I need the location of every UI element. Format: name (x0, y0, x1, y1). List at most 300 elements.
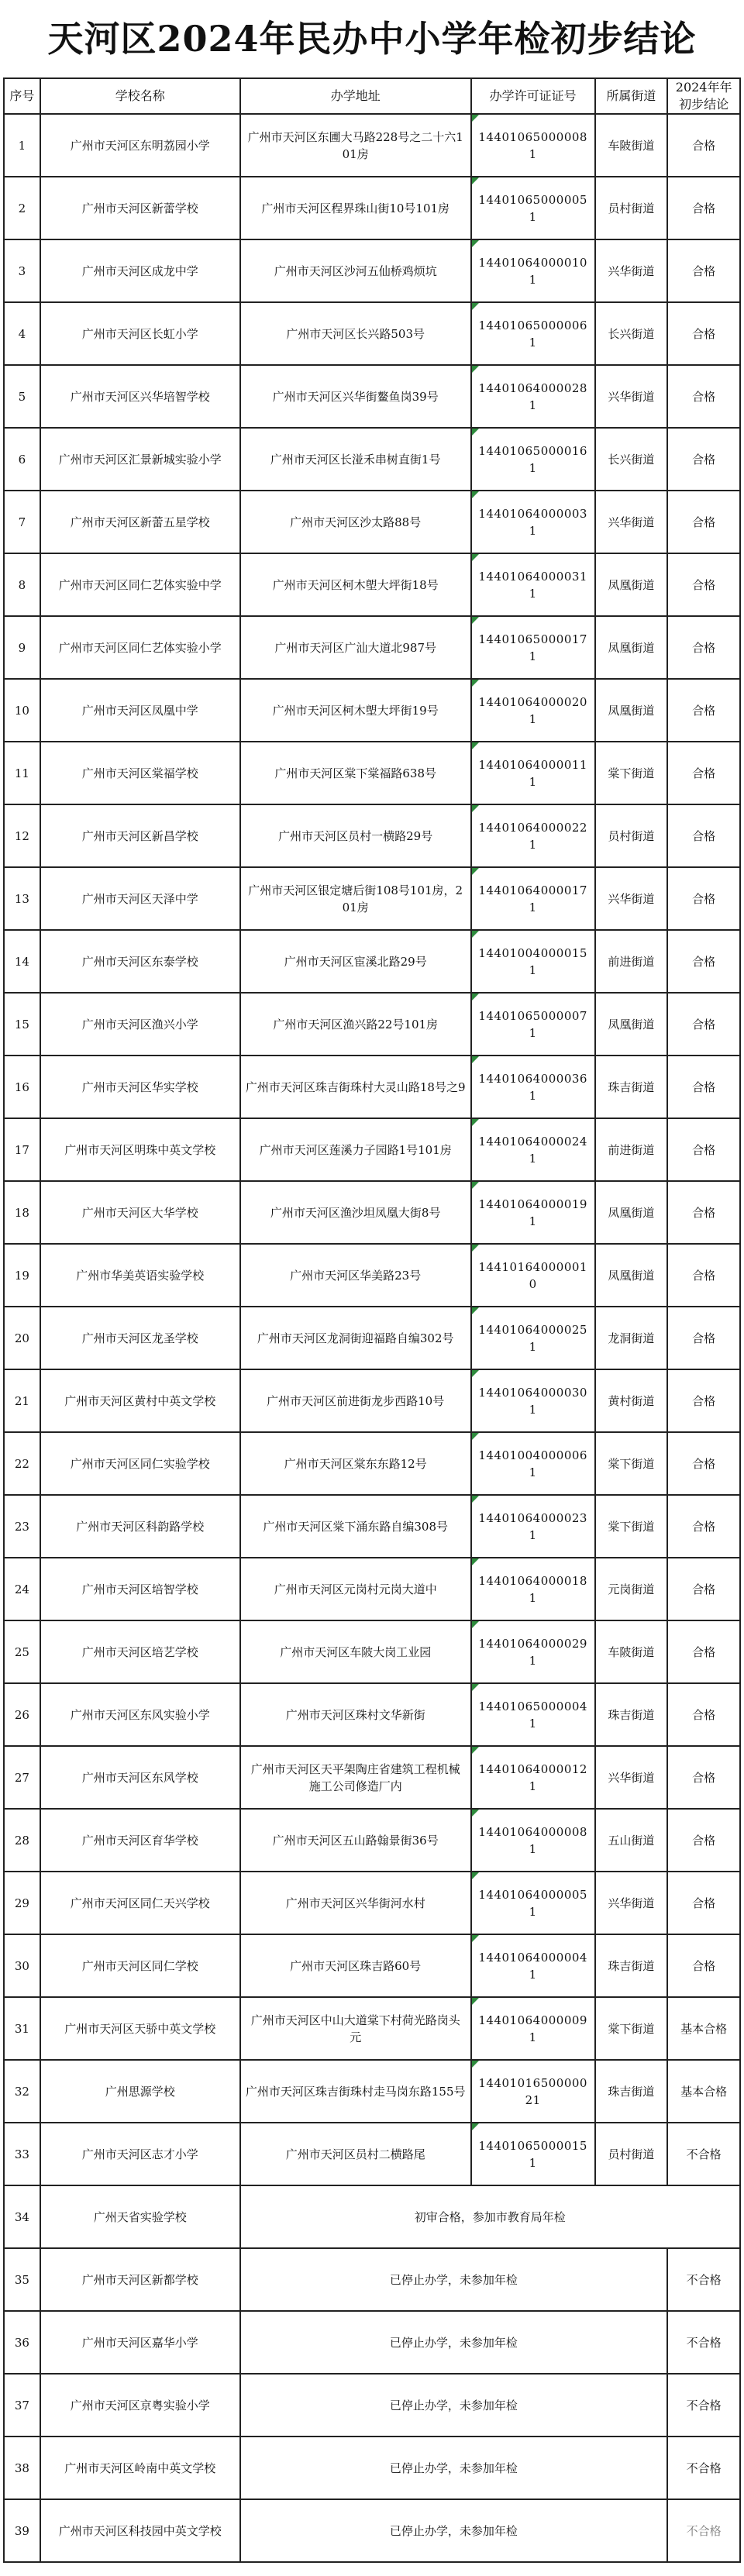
school-address: 广州市天河区莲溪力子园路1号101房 (240, 1118, 471, 1181)
header-row (4, 78, 740, 114)
school-name: 广州市天河区渔兴小学 (40, 993, 240, 1056)
school-address: 广州市天河区车陂大岗工业园 (240, 1620, 471, 1683)
school-address: 广州市天河区渔沙坦凤凰大街8号 (240, 1181, 471, 1244)
street-name: 凤凰街道 (595, 993, 668, 1056)
license-text: 144010640000221 (478, 820, 587, 852)
header-no: 序号 (4, 78, 40, 114)
street-name: 珠吉街道 (595, 1683, 668, 1746)
table-row (4, 1683, 740, 1746)
school-name: 广州市天河区华实学校 (40, 1056, 240, 1118)
row-no: 35 (4, 2248, 40, 2311)
street-name: 兴华街道 (595, 1746, 668, 1809)
license-number (471, 1118, 595, 1181)
inspection-result: 合格 (667, 1181, 740, 1244)
school-address: 广州市天河区广汕大道北987号 (240, 616, 471, 679)
street-name: 车陂街道 (595, 1620, 668, 1683)
school-name: 广州市天河区岭南中英文学校 (40, 2437, 240, 2499)
inspection-result: 合格 (667, 1432, 740, 1495)
inspection-result: 不合格 (667, 2437, 740, 2499)
table-body (4, 114, 740, 2562)
school-name: 广州市天河区嘉华小学 (40, 2311, 240, 2374)
street-name: 车陂街道 (595, 114, 668, 177)
row-note: 已停止办学，未参加年检 (240, 2374, 668, 2437)
street-name: 黄村街道 (595, 1369, 668, 1432)
row-no: 27 (4, 1746, 40, 1809)
inspection-result: 合格 (667, 302, 740, 365)
row-no: 37 (4, 2374, 40, 2437)
school-address: 广州市天河区程界珠山街10号101房 (240, 177, 471, 239)
school-name: 广州市天河区东风学校 (40, 1746, 240, 1809)
school-address: 广州市天河区长湴禾串树直街1号 (240, 428, 471, 491)
row-no: 20 (4, 1307, 40, 1369)
inspection-result: 合格 (667, 1118, 740, 1181)
school-name: 广州市天河区天骄中英文学校 (40, 1997, 240, 2060)
school-name: 广州市天河区棠福学校 (40, 742, 240, 804)
cell-flag-icon (472, 868, 479, 875)
street-name: 兴华街道 (595, 1872, 668, 1934)
license-text: 144010640000361 (478, 1071, 587, 1103)
school-address: 广州市天河区员村一横路29号 (240, 804, 471, 867)
school-address: 广州市天河区柯木塱大坪街18号 (240, 553, 471, 616)
license-text: 144101640000010 (478, 1259, 587, 1291)
inspection-result: 合格 (667, 804, 740, 867)
row-no: 33 (4, 2123, 40, 2185)
cell-flag-icon (472, 1496, 479, 1503)
license-number (471, 491, 595, 553)
license-number (471, 1746, 595, 1809)
cell-flag-icon (472, 177, 479, 184)
school-address: 广州市天河区兴华街河水村 (240, 1872, 471, 1934)
cell-flag-icon (472, 1433, 479, 1440)
row-no: 36 (4, 2311, 40, 2374)
license-number (471, 365, 595, 428)
header-street: 所属街道 (595, 78, 668, 114)
cell-flag-icon (472, 931, 479, 938)
inspection-result: 合格 (667, 742, 740, 804)
inspection-result: 不合格 (667, 2374, 740, 2437)
school-address: 广州市天河区珠吉街珠村走马岗东路155号 (240, 2060, 471, 2123)
inspection-result: 合格 (667, 1244, 740, 1307)
school-address: 广州市天河区员村二横路尾 (240, 2123, 471, 2185)
row-no: 21 (4, 1369, 40, 1432)
inspection-result: 合格 (667, 365, 740, 428)
cell-flag-icon (472, 366, 479, 373)
street-name: 龙洞街道 (595, 1307, 668, 1369)
school-address: 广州市天河区兴华街鳌鱼岗39号 (240, 365, 471, 428)
row-no: 3 (4, 239, 40, 302)
inspection-result: 合格 (667, 1746, 740, 1809)
row-note: 已停止办学，未参加年检 (240, 2248, 668, 2311)
table-row (4, 1620, 740, 1683)
row-no: 13 (4, 867, 40, 930)
row-no: 5 (4, 365, 40, 428)
school-address: 广州市天河区长兴路503号 (240, 302, 471, 365)
license-number (471, 993, 595, 1056)
cell-flag-icon (472, 994, 479, 1000)
license-number (471, 239, 595, 302)
street-name: 元岗街道 (595, 1558, 668, 1620)
license-text: 144010040000151 (478, 945, 587, 977)
school-address: 广州市天河区沙河五仙桥鸡烦坑 (240, 239, 471, 302)
table-row (4, 428, 740, 491)
license-text: 144010640000111 (478, 757, 587, 789)
license-number (471, 1620, 595, 1683)
table-row (4, 1997, 740, 2060)
row-note: 初审合格，参加市教育局年检 (240, 2185, 740, 2248)
license-text: 1440101650000021 (478, 2075, 587, 2107)
table-row (4, 616, 740, 679)
license-number (471, 1495, 595, 1558)
license-number (471, 742, 595, 804)
table-row (4, 2499, 740, 2562)
table-row (4, 1056, 740, 1118)
school-name: 广州市天河区同仁学校 (40, 1934, 240, 1997)
inspection-result: 合格 (667, 1872, 740, 1934)
inspection-result: 合格 (667, 239, 740, 302)
inspection-result: 合格 (667, 1056, 740, 1118)
school-address: 广州市天河区渔兴路22号101房 (240, 993, 471, 1056)
table-row (4, 2248, 740, 2311)
inspection-result: 不合格 (667, 2248, 740, 2311)
row-note: 已停止办学，未参加年检 (240, 2499, 668, 2562)
street-name: 凤凰街道 (595, 679, 668, 742)
cell-flag-icon (472, 742, 479, 749)
school-name: 广州市天河区新蕾五星学校 (40, 491, 240, 553)
table-row (4, 2185, 740, 2248)
cell-flag-icon (472, 1872, 479, 1879)
inspection-result: 基本合格 (667, 2060, 740, 2123)
street-name: 珠吉街道 (595, 1934, 668, 1997)
license-text: 144010650000161 (478, 443, 587, 475)
row-no: 6 (4, 428, 40, 491)
street-name: 凤凰街道 (595, 1244, 668, 1307)
school-name: 广州市天河区同仁天兴学校 (40, 1872, 240, 1934)
table-row (4, 1244, 740, 1307)
license-text: 144010650000061 (478, 318, 587, 350)
inspection-result: 合格 (667, 1495, 740, 1558)
license-number (471, 428, 595, 491)
cell-flag-icon (472, 429, 479, 436)
row-no: 23 (4, 1495, 40, 1558)
school-name: 广州天省实验学校 (40, 2185, 240, 2248)
row-no: 12 (4, 804, 40, 867)
license-number (471, 930, 595, 993)
cell-flag-icon (472, 1370, 479, 1377)
license-number (471, 1369, 595, 1432)
school-name: 广州市天河区科韵路学校 (40, 1495, 240, 1558)
inspection-result: 合格 (667, 1934, 740, 1997)
table-row (4, 1558, 740, 1620)
license-number (471, 2060, 595, 2123)
school-address: 广州市天河区棠下棠福路638号 (240, 742, 471, 804)
inspection-result: 合格 (667, 616, 740, 679)
cell-flag-icon (472, 1056, 479, 1063)
row-no: 31 (4, 1997, 40, 2060)
school-address: 广州市天河区柯木塱大坪街19号 (240, 679, 471, 742)
license-text: 144010640000181 (478, 1573, 587, 1605)
school-address: 广州市天河区银定塘后街108号101房，201房 (240, 867, 471, 930)
license-number (471, 1872, 595, 1934)
license-text: 144010650000071 (478, 1008, 587, 1040)
cell-flag-icon (472, 1935, 479, 1942)
license-number (471, 1432, 595, 1495)
school-name: 广州市天河区培艺学校 (40, 1620, 240, 1683)
school-address: 广州市天河区东圃大马路228号之二十六101房 (240, 114, 471, 177)
license-number (471, 553, 595, 616)
row-no: 1 (4, 114, 40, 177)
row-no: 10 (4, 679, 40, 742)
row-no: 26 (4, 1683, 40, 1746)
license-text: 144010640000251 (478, 1322, 587, 1354)
inspection-result: 不合格 (667, 2123, 740, 2185)
street-name: 员村街道 (595, 2123, 668, 2185)
school-name: 广州市天河区黄村中英文学校 (40, 1369, 240, 1432)
license-text: 144010640000031 (478, 506, 587, 538)
school-name: 广州市天河区汇景新城实验小学 (40, 428, 240, 491)
school-name: 广州市天河区东泰学校 (40, 930, 240, 993)
row-no: 8 (4, 553, 40, 616)
header-result: 2024年年初步结论 (667, 78, 740, 114)
street-name: 珠吉街道 (595, 2060, 668, 2123)
school-address: 广州市天河区元岗村元岗大道中 (240, 1558, 471, 1620)
license-text: 144010040000061 (478, 1448, 587, 1479)
street-name: 兴华街道 (595, 867, 668, 930)
row-no: 34 (4, 2185, 40, 2248)
cell-flag-icon (472, 1119, 479, 1126)
license-number (471, 679, 595, 742)
inspection-result: 合格 (667, 1683, 740, 1746)
street-name: 棠下街道 (595, 742, 668, 804)
inspection-result: 合格 (667, 1369, 740, 1432)
header-address: 办学地址 (240, 78, 471, 114)
license-number (471, 1934, 595, 1997)
license-text: 144010640000231 (478, 1510, 587, 1542)
license-text: 144010640000241 (478, 1134, 587, 1166)
row-no: 18 (4, 1181, 40, 1244)
license-text: 144010650000151 (478, 2138, 587, 2170)
table-row (4, 114, 740, 177)
row-no: 9 (4, 616, 40, 679)
row-no: 17 (4, 1118, 40, 1181)
row-no: 29 (4, 1872, 40, 1934)
license-text: 144010640000281 (478, 381, 587, 412)
row-note: 已停止办学，未参加年检 (240, 2437, 668, 2499)
school-name: 广州市天河区成龙中学 (40, 239, 240, 302)
street-name: 长兴街道 (595, 428, 668, 491)
table-row (4, 2374, 740, 2437)
school-name: 广州市天河区凤凰中学 (40, 679, 240, 742)
license-text: 144010640000311 (478, 569, 587, 601)
inspection-result: 不合格 (667, 2311, 740, 2374)
cell-flag-icon (472, 115, 479, 122)
inspection-result: 合格 (667, 114, 740, 177)
street-name: 兴华街道 (595, 365, 668, 428)
license-text: 144010640000041 (478, 1950, 587, 1982)
table-row (4, 867, 740, 930)
row-no: 38 (4, 2437, 40, 2499)
cell-flag-icon (472, 680, 479, 687)
cell-flag-icon (472, 1558, 479, 1565)
school-address: 广州市天河区珠吉街珠村大灵山路18号之9 (240, 1056, 471, 1118)
school-name: 广州市天河区科技园中英文学校 (40, 2499, 240, 2562)
license-text: 144010640000081 (478, 1824, 587, 1856)
table-row (4, 2311, 740, 2374)
table-row (4, 491, 740, 553)
license-number (471, 867, 595, 930)
street-name: 凤凰街道 (595, 1181, 668, 1244)
row-no: 14 (4, 930, 40, 993)
license-text: 144010640000101 (478, 255, 587, 287)
cell-flag-icon (472, 1684, 479, 1691)
cell-flag-icon (472, 2061, 479, 2068)
table-row (4, 2060, 740, 2123)
table-row (4, 177, 740, 239)
row-no: 25 (4, 1620, 40, 1683)
license-text: 144010640000191 (478, 1197, 587, 1228)
inspection-result: 基本合格 (667, 1997, 740, 2060)
license-number (471, 1056, 595, 1118)
school-address: 广州市天河区棠东东路12号 (240, 1432, 471, 1495)
table-row (4, 1369, 740, 1432)
row-no: 32 (4, 2060, 40, 2123)
school-address: 广州市天河区龙洞街迎福路自编302号 (240, 1307, 471, 1369)
inspection-result: 不合格 (667, 2499, 740, 2562)
street-name: 员村街道 (595, 804, 668, 867)
street-name: 五山街道 (595, 1809, 668, 1872)
street-name: 棠下街道 (595, 1432, 668, 1495)
street-name: 棠下街道 (595, 1997, 668, 2060)
table-row (4, 239, 740, 302)
table-row (4, 2437, 740, 2499)
street-name: 珠吉街道 (595, 1056, 668, 1118)
school-name: 广州市天河区育华学校 (40, 1809, 240, 1872)
license-number (471, 616, 595, 679)
inspection-result: 合格 (667, 1809, 740, 1872)
table-row (4, 302, 740, 365)
table-row (4, 679, 740, 742)
school-address: 广州市天河区中山大道棠下村荷光路岗头元 (240, 1997, 471, 2060)
license-text: 144010650000041 (478, 1699, 587, 1731)
cell-flag-icon (472, 1810, 479, 1817)
cell-flag-icon (472, 805, 479, 812)
license-text: 144010640000121 (478, 1762, 587, 1793)
license-text: 144010640000171 (478, 883, 587, 914)
license-number (471, 804, 595, 867)
license-text: 144010650000051 (478, 192, 587, 224)
school-name: 广州市天河区同仁实验学校 (40, 1432, 240, 1495)
table-row (4, 365, 740, 428)
school-name: 广州市华美英语实验学校 (40, 1244, 240, 1307)
row-no: 39 (4, 2499, 40, 2562)
license-text: 144010650000081 (478, 129, 587, 161)
school-name: 广州市天河区志才小学 (40, 2123, 240, 2185)
table-row (4, 1495, 740, 1558)
school-address: 广州市天河区宦溪北路29号 (240, 930, 471, 993)
street-name: 棠下街道 (595, 1495, 668, 1558)
street-name: 员村街道 (595, 177, 668, 239)
cell-flag-icon (472, 617, 479, 624)
cell-flag-icon (472, 240, 479, 247)
table-row (4, 993, 740, 1056)
table-row (4, 1181, 740, 1244)
cell-flag-icon (472, 1307, 479, 1314)
license-text: 144010640000051 (478, 1887, 587, 1919)
license-number (471, 1307, 595, 1369)
school-address: 广州市天河区沙太路88号 (240, 491, 471, 553)
row-no: 16 (4, 1056, 40, 1118)
results-table (3, 77, 741, 2563)
license-number (471, 1683, 595, 1746)
inspection-result: 合格 (667, 1558, 740, 1620)
table-row (4, 1746, 740, 1809)
school-name: 广州市天河区新昌学校 (40, 804, 240, 867)
cell-flag-icon (472, 1182, 479, 1189)
school-name: 广州市天河区龙圣学校 (40, 1307, 240, 1369)
cell-flag-icon (472, 554, 479, 561)
school-name: 广州市天河区同仁艺体实验中学 (40, 553, 240, 616)
cell-flag-icon (472, 491, 479, 498)
row-no: 24 (4, 1558, 40, 1620)
license-number (471, 1809, 595, 1872)
row-no: 22 (4, 1432, 40, 1495)
row-no: 15 (4, 993, 40, 1056)
license-number (471, 1997, 595, 2060)
school-name: 广州市天河区京粤实验小学 (40, 2374, 240, 2437)
street-name: 前进街道 (595, 930, 668, 993)
cell-flag-icon (472, 2123, 479, 2130)
cell-flag-icon (472, 1747, 479, 1754)
inspection-result: 合格 (667, 993, 740, 1056)
school-name: 广州市天河区大华学校 (40, 1181, 240, 1244)
inspection-result: 合格 (667, 1307, 740, 1369)
school-address: 广州市天河区五山路翰景街36号 (240, 1809, 471, 1872)
header-school: 学校名称 (40, 78, 240, 114)
license-text: 144010640000201 (478, 694, 587, 726)
header-license: 办学许可证证号 (471, 78, 595, 114)
table-row (4, 1432, 740, 1495)
table-row (4, 930, 740, 993)
school-address: 广州市天河区华美路23号 (240, 1244, 471, 1307)
license-text: 144010640000091 (478, 2013, 587, 2044)
school-name: 广州市天河区长虹小学 (40, 302, 240, 365)
cell-flag-icon (472, 1998, 479, 2005)
table-row (4, 1872, 740, 1934)
license-number (471, 177, 595, 239)
inspection-result: 合格 (667, 491, 740, 553)
license-number (471, 2123, 595, 2185)
inspection-result: 合格 (667, 867, 740, 930)
license-text: 144010650000171 (478, 632, 587, 663)
school-address: 广州市天河区前进街龙步西路10号 (240, 1369, 471, 1432)
school-address: 广州市天河区天平架陶庄省建筑工程机械施工公司修造厂内 (240, 1746, 471, 1809)
license-number (471, 302, 595, 365)
street-name: 凤凰街道 (595, 553, 668, 616)
school-name: 广州市天河区兴华培智学校 (40, 365, 240, 428)
row-no: 28 (4, 1809, 40, 1872)
inspection-result: 合格 (667, 428, 740, 491)
page-title: 天河区2024年民办中小学年检初步结论 (47, 18, 697, 60)
school-name: 广州市天河区明珠中英文学校 (40, 1118, 240, 1181)
inspection-result: 合格 (667, 1620, 740, 1683)
street-name: 兴华街道 (595, 491, 668, 553)
school-name: 广州思源学校 (40, 2060, 240, 2123)
row-no: 4 (4, 302, 40, 365)
table-row (4, 553, 740, 616)
license-text: 144010640000291 (478, 1636, 587, 1668)
license-number (471, 1181, 595, 1244)
school-name: 广州市天河区新蕾学校 (40, 177, 240, 239)
school-address: 广州市天河区珠吉路60号 (240, 1934, 471, 1997)
